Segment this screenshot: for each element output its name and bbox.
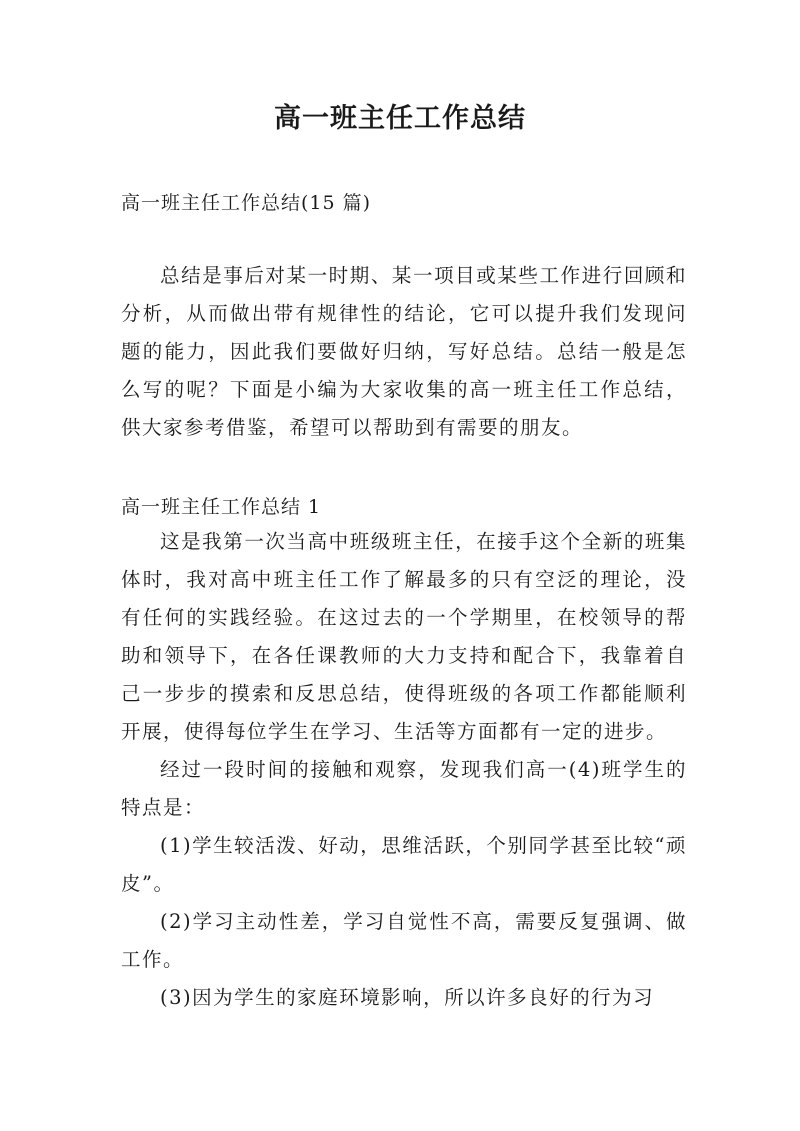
document-subtitle: 高一班主任工作总结(15 篇) [121,192,372,214]
document-title: 高一班主任工作总结 [274,103,526,134]
section-heading: 高一班主任工作总结 1 [121,496,322,518]
list-item: (2)学习主动性差，学习自觉性不高，需要反复强调、做工作。 [121,910,687,971]
intro-paragraph: 总结是事后对某一时期、某一项目或某些工作进行回顾和分析，从而做出带有规律性的结论，它可以提升我们发现问题的能力，因此我们要做好归纳，写好总结。总结一般是怎么写的呢？下面是小编为大家收集的高一班主任工作总结，供大家参考借鉴，希望可以帮助到有需要的朋友。 [121,264,687,439]
list-item: (1)学生较活泼、好动，思维活跃，个别同学甚至比较“顽皮”。 [121,834,687,895]
body-paragraph: 这是我第一次当高中班级班主任，在接手这个全新的班集体时，我对高中班主任工作了解最多的只有空泛的理论，没有任何的实践经验。在这过去的一个学期里，在校领导的帮助和领导下，在各任课教师的大力支持和配合下，我靠着自己一步步的摸索和反思总结，使得班级的各项工作都能顺利开展，使得每位学生在学习、生活等方面都有一定的进步。 [121,530,687,743]
list-item: (3)因为学生的家庭环境影响，所以许多良好的行为习 [160,986,655,1009]
body-paragraph: 经过一段时间的接触和观察，发现我们高一(4)班学生的特点是： [121,758,687,819]
